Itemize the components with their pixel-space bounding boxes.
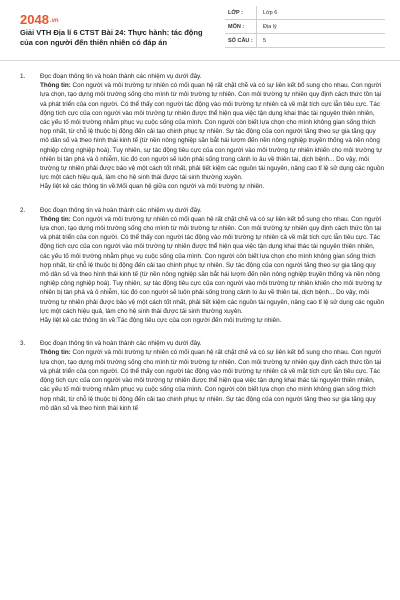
meta-row-count: [225, 34, 385, 48]
logo-text: 2048: [20, 12, 49, 27]
site-logo[interactable]: [20, 12, 59, 27]
info-text: Con người và môi trường tự nhiên có mối quan hệ rất chặt chẽ và có sự liên kết bổ sung cho nhau. Con người lựa chọn, tạo dựng môi trường sống cho mình từ môi trường tự nhiên. Con môi trường tự nhiên quy định cách thức tồn tại và phát triển của con người. Có thể thấy con người tác động vào môi trường tự nhiên cả về mặt tích cực lẫn tiêu cực. Tác động tích cực của con người vào môi trường tự nhiên được thể hiện qua việc tận dụng khai thác tài nguyên thiên nhiên, các yếu tố môi trường nhằm phục vụ cuộc sống của mình. Con người còn biết lựa chọn cho mình không gian sống thích hợp nhất, từ chỗ lệ thuộc bị động đến cải tạo chinh phục tự nhiên. Sự tác động của con người tăng theo sự gia tăng quy mô dân số và theo hình thái kinh tế: [40, 349, 382, 412]
question-body: [40, 339, 385, 413]
info-text: Con người và môi trường tự nhiên có mối quan hệ rất chặt chẽ và có sự liên kết bổ sung cho nhau. Con người lựa chọn, tạo dựng môi trường sống cho mình từ môi trường tự nhiên. Con môi trường tự nhiên quy định cách thức tồn tại và phát triển của con người. Có thể thấy con người tác động vào môi trường tự nhiên cả về mặt tích cực lẫn tiêu cực. Tác động tích cực của con người vào môi trường tự nhiên được thể hiện qua việc tận dụng khai thác tài nguyên thiên nhiên, các yếu tố môi trường nhằm phục vụ cuộc sống của mình. Con người còn biết lựa chọn cho mình không gian sống thích hợp nhất, từ chỗ lệ thuộc bị động đến cải tạo chinh phục tự nhiên. Sự tác động của con người tăng theo sự gia tăng quy mô dân số và theo hình thái kinh tế (từ nền nông nghiệp săn bắt hái lượm đến nền nông nghiệp truyền thống và nền nông nghiệp công nghiệp hoá). Tuy nhiên, sự tác động tiêu cực của con người vào môi trường tự nhiên khiến cho môi trường tự nhiên bị tàn phá và ô nhiễm, lúc đó con người sẽ luôn phải sống trong cảnh lo âu về thiên tai, dịch bệnh... Do vậy, môi trường tự nhiên phải được bảo vệ một cách tốt nhất, phải tiết kiệm các nguồn tài nguyên, nâng cao tỉ lệ sử dụng các nguồn lực một cách hiệu quả, làm cho hệ sinh thái được tái sinh thường xuyên.: [40, 215, 385, 315]
info-label: Thông tin:: [40, 215, 71, 223]
meta-value: Địa lý: [257, 20, 386, 34]
meta-label: SỐ CÂU :: [225, 34, 257, 48]
question-number: 1.: [20, 73, 26, 80]
question-task: Hãy liệt kê các thông tin về:Tác động tiêu cực của con người đến môi trường tự nhiên.: [40, 317, 282, 325]
question-prompt: Đọc đoạn thông tin và hoàn thành các nhiệm vụ dưới đây.: [40, 73, 202, 80]
question-number: 3.: [20, 340, 26, 348]
meta-value: Lớp 6: [257, 6, 386, 20]
question-item: [0, 72, 400, 192]
meta-value: 5: [257, 34, 386, 48]
question-info: [40, 348, 385, 412]
info-text: Con người và môi trường tự nhiên có mối quan hệ rất chặt chẽ và có sự liên kết bổ sung cho nhau. Con người lựa chọn, tạo dựng môi trường sống cho mình từ môi trường tự nhiên. Con môi trường tự nhiên quy định cách thức tồn tại và phát triển của con người. Có thể thấy con người tác động vào môi trường tự nhiên cả về mặt tích cực lẫn tiêu cực. Tác động tích cực của con người vào môi trường tự nhiên được thể hiện qua việc tận dụng khai thác tài nguyên thiên nhiên, các yếu tố môi trường nhằm phục vụ cuộc sống của mình. Con người còn biết lựa chọn cho mình không gian sống thích hợp nhất, từ chỗ lệ thuộc bị động đến cải tạo chinh phục tự nhiên. Sự tác động của con người tăng theo sự gia tăng quy mô dân số và theo hình thái kinh tế (từ nền nông nghiệp săn bắt hái lượm đến nền nông nghiệp truyền thống và nền nông nghiệp công nghiệp hoá). Tuy nhiên, sự tác động tiêu cực của con người vào môi trường tự nhiên khiến cho môi trường tự nhiên bị tàn phá và ô nhiễm, lúc đó con người sẽ luôn phải sống trong cảnh lo âu về thiên tai, dịch bệnh... Do vậy, môi trường tự nhiên phải được bảo vệ một cách tốt nhất, phải tiết kiệm các nguồn tài nguyên, nâng cao tỉ lệ sử dụng các nguồn lực một cách hiệu quả, làm cho hệ sinh thái được tái sinh thường xuyên.: [40, 82, 385, 182]
question-item: [0, 339, 400, 413]
logo-suffix: .vn: [49, 17, 59, 24]
question-task: Hãy liệt kê các thông tin về:Mối quan hệ giữa con người và môi trường tự nhiên.: [40, 183, 265, 191]
meta-row-class: [225, 6, 385, 20]
question-prompt: Đọc đoạn thông tin và hoàn thành các nhiệm vụ dưới đây.: [40, 340, 202, 348]
document-header: [0, 0, 400, 61]
meta-row-subject: [225, 20, 385, 34]
question-item: [0, 206, 400, 326]
meta-label: LỚP :: [225, 6, 257, 20]
question-prompt: Đọc đoạn thông tin và hoàn thành các nhiệm vụ dưới đây.: [40, 206, 202, 214]
question-info: [40, 81, 385, 182]
meta-label: MÔN :: [225, 20, 257, 34]
question-number: 2.: [20, 206, 26, 214]
meta-table: [225, 6, 385, 48]
info-label: Thông tin:: [40, 82, 71, 90]
question-body: [40, 206, 385, 326]
question-list: [0, 72, 400, 427]
question-body: [40, 72, 385, 192]
page-title: Giải VTH Địa lí 6 CTST Bài 24: Thực hành: tác động của con người đến thiên nhiên có đáp án: [20, 28, 203, 47]
question-info: [40, 215, 385, 316]
info-label: Thông tin:: [40, 349, 71, 357]
